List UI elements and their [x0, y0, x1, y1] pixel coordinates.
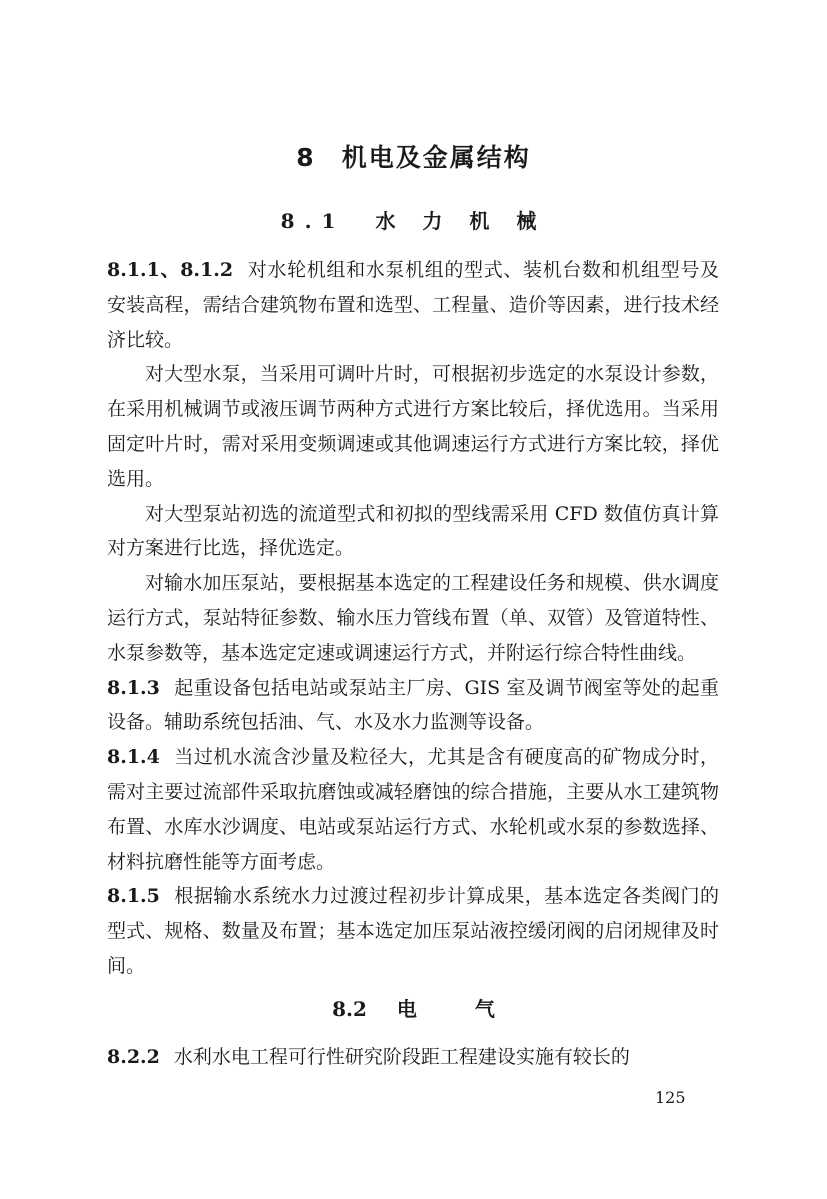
- clause-number: 8.1.5: [107, 885, 160, 908]
- paragraph-text: 对输水加压泵站，要根据基本选定的工程建设任务和规模、供水调度运行方式，泵站特征参数、输水压力管线布置（单、双管）及管道特性、水泵参数等，基本选定定速或调速运行方式，并附运行综合特性曲线。: [107, 572, 719, 664]
- section-number: 8.2: [332, 997, 367, 1021]
- section-number: 8.1: [280, 209, 346, 233]
- clause-8-1-3: [107, 671, 719, 741]
- chapter-number: 8: [296, 143, 316, 172]
- clause-8-1-4: [107, 740, 719, 879]
- section-title-8-2: [0, 993, 827, 1022]
- clause-text: 起重设备包括电站或泵站主厂房、GIS 室及调节阀室等处的起重设备。辅助系统包括油、气、水及水力监测等设备。: [107, 676, 719, 734]
- clause-8-1-1-8-1-2: [107, 253, 719, 357]
- section-title-text: 水 力 机 械: [375, 209, 547, 233]
- paragraph: [107, 497, 719, 567]
- section-title-char: 电: [396, 997, 417, 1021]
- clause-number: 8.1.4: [107, 746, 160, 769]
- clause-number: 8.2.2: [107, 1046, 160, 1068]
- section-body-8-1: [107, 253, 719, 984]
- section-title-char: 气: [474, 997, 495, 1021]
- clause-text: 根据输水系统水力过渡过程初步计算成果，基本选定各类阀门的型式、规格、数量及布置；基本选定加压泵站液控缓闭阀的启闭规律及时间。: [107, 885, 719, 977]
- clause-text: 水利水电工程可行性研究阶段距工程建设实施有较长的: [173, 1046, 630, 1068]
- clause-8-2-2: [107, 1040, 719, 1075]
- chapter-title-text: 机电及金属结构: [341, 143, 531, 172]
- clause-text: 当过机水流含沙量及粒径大，尤其是含有硬度高的矿物成分时，需对主要过流部件采取抗磨蚀或减轻磨蚀的综合措施，主要从水工建筑物布置、水库水沙调度、电站或泵站运行方式、水轮机或水泵的参数选择、材料抗磨性能等方面考虑。: [107, 746, 719, 873]
- paragraph: [107, 357, 719, 496]
- paragraph-text: 对大型水泵，当采用可调叶片时，可根据初步选定的水泵设计参数，在采用机械调节或液压调节两种方式进行方案比较后，择优选用。当采用固定叶片时，需对采用变频调速或其他调速运行方式进行方案比较，择优选用。: [107, 363, 719, 490]
- chapter-title: [0, 138, 827, 174]
- clause-text: 对水轮机组和水泵机组的型式、装机台数和机组型号及安装高程，需结合建筑物布置和选型、工程量、造价等因素，进行技术经济比较。: [107, 259, 719, 351]
- clause-number: 8.1.3: [107, 676, 160, 699]
- clause-number: 8.1.1、8.1.2: [107, 259, 234, 281]
- page-number: 125: [655, 1088, 686, 1107]
- paragraph-text: 对大型泵站初选的流道型式和初拟的型线需采用 CFD 数值仿真计算对方案进行比选，择优选定。: [107, 502, 719, 560]
- clause-8-1-5: [107, 879, 719, 983]
- paragraph: [107, 566, 719, 670]
- section-title-8-1: [0, 205, 827, 234]
